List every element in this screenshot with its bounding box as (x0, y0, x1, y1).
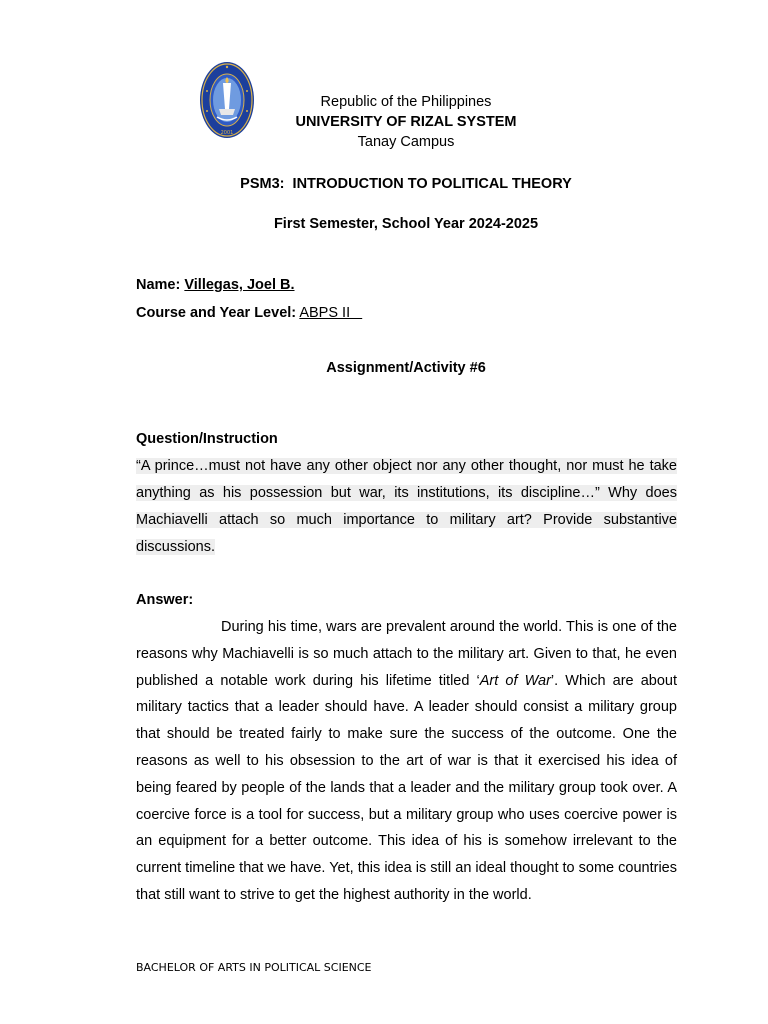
answer-book-title: Art of War (479, 672, 551, 689)
semester-line: First Semester, School Year 2024-2025 (273, 216, 539, 232)
name-value: Villegas, Joel B. (184, 277, 295, 293)
course-year-value: ABPS II (299, 305, 363, 321)
question-text-block (136, 453, 677, 561)
student-name-row (136, 275, 295, 295)
course-year-label: Course and Year Level: (136, 305, 297, 321)
name-label: Name: (136, 277, 181, 293)
question-label: Question/Instruction (136, 431, 278, 447)
question-text: “A prince…must not have any other object nor any other thought, nor must he take anything as his possession but war, its institutions, its discipline…” Why does Machiavelli attach so much importance to military art? Provide substantive discussions. (136, 458, 677, 555)
university-name: UNIVERSITY OF RIZAL SYSTEM (295, 114, 517, 130)
answer-label: Answer: (136, 592, 194, 608)
course-year-row (136, 303, 362, 323)
course-title: PSM3: INTRODUCTION TO POLITICAL THEORY (240, 176, 572, 192)
answer-text-part2: ’. Which are about military tactics that a leader should have. A leader should consist a military group that should be treated fairly to make sure the success of the outcome. One the reasons as well to his obsession to the art of war is that it exercised his idea of being feared by people of the lands that a leader and the military group took over. A coercive force is a tool for success, but a military group who uses coercive power is an equipment for a better outcome. This idea of his is somehow irrelevant to the current timeline that we have. Yet, this idea is still an ideal thought to some countries that still want to strive to get the highest authority in the world. (136, 672, 677, 903)
answer-text-part1: During his time, wars are prevalent around the world. This is one of the reasons why Machiavelli is so much attach to the military art. Given to that, he even published a notable work during his lifetime titled ‘ (136, 619, 677, 689)
republic-line: Republic of the Philippines (320, 94, 492, 110)
page-footer: BACHELOR OF ARTS IN POLITICAL SCIENCE (136, 961, 372, 974)
seal-year-text: 2001 (220, 130, 234, 136)
answer-paragraph (136, 614, 677, 909)
assignment-title: Assignment/Activity #6 (326, 360, 486, 376)
campus-name: Tanay Campus (357, 134, 455, 150)
